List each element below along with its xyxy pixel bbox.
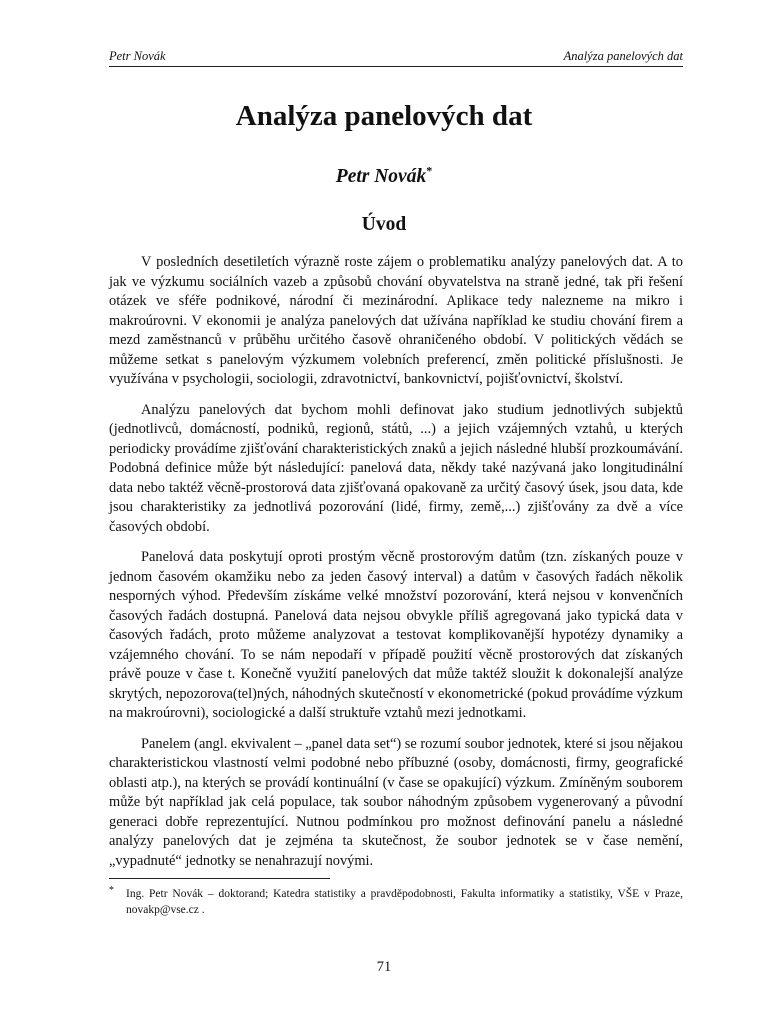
author-line [0, 164, 768, 190]
author-name: Petr Novák [335, 166, 427, 187]
footnote-divider [109, 878, 330, 879]
page-number: 71 [376, 959, 392, 975]
paragraph: V posledních desetiletích výrazně roste zájem o problematiku analýzy panelových dat. A to jak ve výzkumu sociálních vazeb a způsobů chování obyvatelstva na straně jedné, tak při řešení otázek ve sféře podnikové, národní či mezinárodní. Aplikace tedy nalezneme na mikro i makroúrovni. V ekonomii je analýza panelových dat užívána například ke studiu chování firem a mezd zaměstnanců v průběhu určitého časově ohraničeného období. V politických vědách se můžeme setkat s panelovým výzkumem volebních preferencí, změn politické příslušnosti. Je využívána v psychologii, sociologii, zdravotnictví, bankovnictví, pojišťovnictví, školství. [109, 254, 683, 387]
body-text [109, 253, 683, 882]
author-footnote-mark: * [426, 163, 433, 178]
running-header-author: Petr Novák [109, 49, 166, 63]
article-title: Analýza panelových dat [235, 100, 533, 132]
footnote [109, 886, 683, 918]
paragraph: Analýzu panelových dat bychom mohli definovat jako studium jednotlivých subjektů (jednotlivců, domácností, podniků, regionů, států, ...) a jejich vzájemných vztahů, u kterých periodicky provádíme zjišťování charakteristických znaků a jejich následné hlubší prozkoumávání. Podobná definice může být následující: panelová data, někdy také nazývaná jako longitudinální data nebo taktéž věcně-prostorová data zjišťovaná opakovaně za určitý časový úsek, jsou data, kde jsou charakteristiky za jednotlivá pozorování (lidé, firmy, země,...) zjišťovány za dvě a více časových období. [109, 401, 683, 535]
paragraph: Panelová data poskytují oproti prostým věcně prostorovým datům (tzn. získaných pouze v jednom časovém okamžiku nebo za jeden časový interval) a datům v časových řadách několik nesporných výhod. Především získáme velké množství pozorování, která nejsou v konvenčních časových řadách dostupná. Panelová data nejsou obvykle příliš agregovaná jako typická data v časových řadách, proto můžeme analyzovat a testovat komplikovanější hypotézy dynamiky a vzájemného chování. To se nám nepodaří v případě použití věcně prostorových dat získaných právě pouze v čase t. Konečně využití panelových dat může taktéž sloužit k dokonalejší analýze skrytých, nepozorova(tel)ných, náhodných skutečností v ekonometrické (pokud provádíme výzkum na makroúrovni), sociologické a další struktuře vztahů mezi jednotkami. [109, 549, 683, 721]
footnote-mark: * [109, 885, 114, 896]
paragraph: Panelem (angl. ekvivalent – „panel data set“) se rozumí soubor jednotek, které si jsou nějakou charakteristickou vlastností velmi podobné nebo příbuzné (osoby, domácnosti, firmy, geografické oblasti atp.), na kterých se provádí kontinuální (v čase se opakující) výzkum. Zmíněným souborem může být například jak celá populace, tak soubor náhodným způsobem vygenerovaný a původní generaci dobře reprezentující. Nutnou podmínkou pro možnost definování panelu a následné analýzy panelových dat je zejména ta skutečnost, že soubor jednotek se v čase nemění, „vypadnuté“ jednotky se nenahrazují novými. [109, 735, 683, 869]
footnote-text: Ing. Petr Novák – doktorand; Katedra statistiky a pravděpodobnosti, Fakulta informatiky a statistiky, VŠE v Praze, novakp@vse.cz . [126, 888, 683, 916]
running-header-title: Analýza panelových dat [563, 49, 683, 63]
section-heading: Úvod [361, 214, 407, 235]
running-header [109, 48, 683, 67]
